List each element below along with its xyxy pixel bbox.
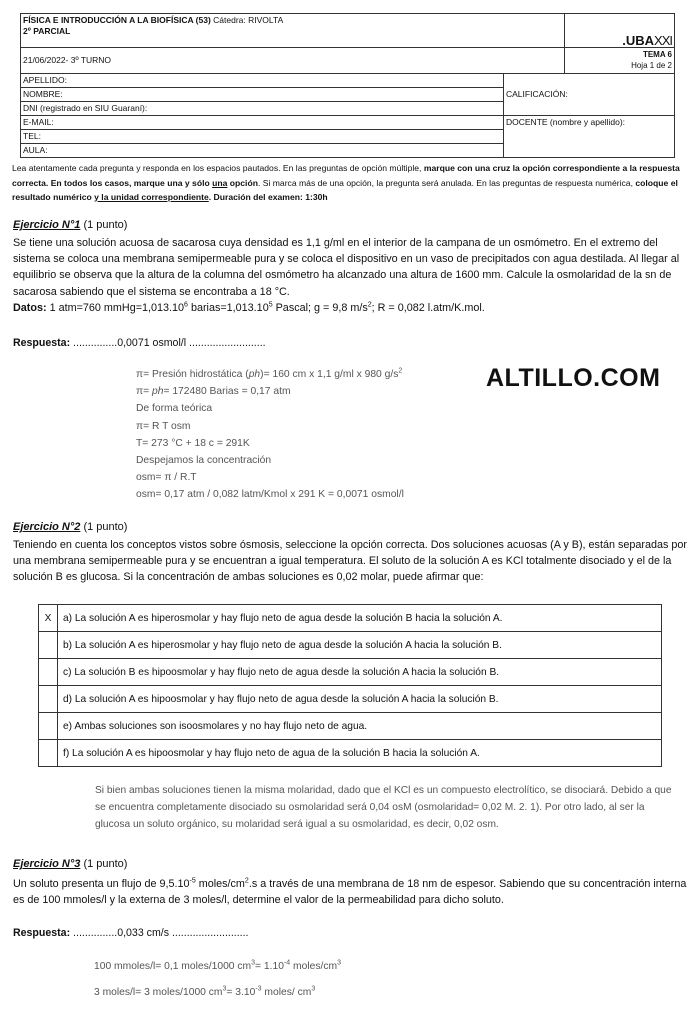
- field-email[interactable]: E-MAIL:: [21, 116, 504, 130]
- option-row-d[interactable]: [39, 686, 662, 713]
- tema-cell: [565, 48, 675, 74]
- option-text: a) La solución A es hiperosmolar y hay flujo neto de agua desde la solución B hacia la solución A.: [58, 605, 662, 632]
- tema-label: TEMA 6: [642, 50, 672, 59]
- option-text: d) La solución A es hipoosmolar y hay flujo neto de agua desde la solución A hacia la solución B.: [58, 686, 662, 713]
- exam-name: 2º PARCIAL: [23, 26, 71, 36]
- ex3-title: Ejercicio N°3 (1 punto): [13, 858, 128, 870]
- option-text: f) La solución A es hipoosmolar y hay flujo neto de agua de la solución B hacia la solución A.: [58, 740, 662, 767]
- option-mark[interactable]: X: [39, 605, 58, 632]
- ex1-answer: Respuesta: ...............0,0071 osmol/l ..........................: [13, 337, 266, 349]
- brand-suffix: XXI: [654, 33, 672, 48]
- option-row-f[interactable]: [39, 740, 662, 767]
- ex3-statement: Un soluto presenta un flujo de $9,5.10^{-5}$ moles/$cm^2.s$ a través de una membrana de 18 nm de espesor. Sabiendo que su concentración interna es de 100 mmoles/l y la externa de 3 moles/l, determine el valor de la permeabilidad para dicho soluto.: [13, 877, 687, 907]
- docente-label: DOCENTE (nombre y apellido):: [506, 117, 626, 127]
- ex2-explanation: Si bien ambas soluciones tienen la misma molaridad, dado que el KCl es un compuesto electrolítico, se disociará. Debido a que se encuentra completamente disociado su osmolaridad será 0,04 osM (osmolaridad= 0,02 M. 2. 1). Por otro lado, al ser la glucosa un soluto orgánico, su molaridad será igual a su osmolaridad, es decir, 0,02 osm.: [95, 785, 672, 830]
- field-aula[interactable]: AULA:: [21, 144, 504, 158]
- option-mark[interactable]: [39, 713, 58, 740]
- work-line: π= Presión hidrostática (ph)= 160 cm x 1,1 g/ml x 980 $g/s^2$: [136, 367, 403, 380]
- calificacion-cell[interactable]: [504, 74, 675, 116]
- work-line: T= 273 °C + 18 c = 291K: [136, 437, 250, 449]
- header-table: [20, 13, 675, 158]
- work-line: π= R T osm: [136, 420, 191, 432]
- ex1-title: Ejercicio N°1 (1 punto): [13, 219, 128, 231]
- brand-logo: .UBA: [622, 33, 655, 48]
- docente-cell[interactable]: [504, 116, 675, 158]
- ex2-options-table: [38, 604, 662, 767]
- work-line: osm= π / R.T: [136, 472, 197, 484]
- ex2-statement: Teniendo en cuenta los conceptos vistos sobre ósmosis, seleccione la opción correcta. Dos soluciones acuosas (A y B), están separadas por una membrana semipermeable pura y se encuentran a igual temperatura. El soluto de la solución A es KCl totalmente disociado y el de la solución B es glucosa. Si la concentración de ambas soluciones es 0,02 molar, puede afirmar que:: [13, 539, 687, 584]
- ex3-work-line-2: 3 moles/l= 3 moles/1000 $cm^3= 3.10^{-3}$ moles/ $cm^3$: [94, 985, 316, 998]
- date-cell: [21, 48, 565, 74]
- ex3-work-line-1: 100 mmoles/l= 0,1 moles/1000 $cm^3= 1.10^{-4}$ moles/$cm^3$: [94, 959, 341, 972]
- ex2-title: Ejercicio N°2 (1 punto): [13, 521, 128, 533]
- option-text: b) La solución A es hiperosmolar y hay flujo neto de agua desde la solución A hacia la solución B.: [58, 632, 662, 659]
- option-row-c[interactable]: [39, 659, 662, 686]
- field-tel[interactable]: TEL:: [21, 130, 504, 144]
- work-line: osm= 0,17 atm / 0,082 latm/Kmol x 291 K = 0,0071 osmol/l: [136, 489, 404, 501]
- option-mark[interactable]: [39, 632, 58, 659]
- course-name: FÍSICA E INTRODUCCIÓN A LA BIOFÍSICA (53): [23, 15, 211, 25]
- brand-cell: [565, 14, 675, 48]
- option-mark[interactable]: [39, 740, 58, 767]
- calificacion-label: CALIFICACIÓN:: [506, 89, 568, 99]
- catedra: Cátedra: RIVOLTA: [213, 15, 284, 25]
- ex1-answer-value: 0,0071 osmol/l: [117, 337, 187, 349]
- page-count: Hoja 1 de 2: [631, 61, 672, 70]
- work-line: π= ph= 172480 Barias = 0,17 atm: [136, 386, 291, 398]
- work-line: De forma teórica: [136, 403, 213, 415]
- option-text: c) La solución B es hipoosmolar y hay flujo neto de agua desde la solución A hacia la solución B.: [58, 659, 662, 686]
- ex1-work: [136, 366, 486, 504]
- course-cell: [21, 14, 565, 48]
- option-mark[interactable]: [39, 659, 58, 686]
- option-text: e) Ambas soluciones son isoosmolares y no hay flujo neto de agua.: [58, 713, 662, 740]
- watermark-logo: ALTILLO.COM: [486, 364, 661, 392]
- ex3-answer-value: 0,033 cm/s: [117, 927, 170, 939]
- option-mark[interactable]: [39, 686, 58, 713]
- field-nombre[interactable]: NOMBRE:: [21, 88, 504, 102]
- exam-date: 21/06/2022- 3º TURNO: [23, 55, 111, 65]
- option-row-e[interactable]: [39, 713, 662, 740]
- work-line: Despejamos la concentración: [136, 455, 272, 467]
- field-dni[interactable]: DNI (registrado en SIU Guaraní):: [21, 102, 504, 116]
- option-row-a[interactable]: [39, 605, 662, 632]
- instructions: Lea atentamente cada pregunta y responda en los espacios pautados. En las preguntas de opción múltiple, marque con una cruz la opción correspondiente a la respuesta correcta. En todos los casos, marque una y sólo una opción. Si marca más de una opción, la pregunta será anulada. En las preguntas de respuesta numérica, coloque el resultado numérico y la unidad correspondiente. Duración del examen: 1:30h: [12, 163, 680, 202]
- option-row-b[interactable]: [39, 632, 662, 659]
- field-apellido[interactable]: APELLIDO:: [21, 74, 504, 88]
- ex1-statement: Se tiene una solución acuosa de sacarosa cuya densidad es 1,1 g/ml en el interior de la campana de un osmómetro. En el extremo del sistema se coloca una membrana semipermeable pura y se coloca el dispositivo en un vaso de precipitados con agua destilada. Al llegar al equilibrio se observa que la altura de la columna del osmómetro ha alcanzado una altura de 1600 mm. Calcule la osmolaridad de la sn de sacarosa sabiendo que el sistema se encontraba a 18 °C. Datos: 1 atm=760 $mmHg=1,013.10^6$ $barias=1,013.10^5$ Pascal; g = 9,8 $m/s^2$; R = 0,082 l.atm/K.mol.: [13, 237, 680, 314]
- ex3-answer: Respuesta: ...............0,033 cm/s ..........................: [13, 927, 249, 939]
